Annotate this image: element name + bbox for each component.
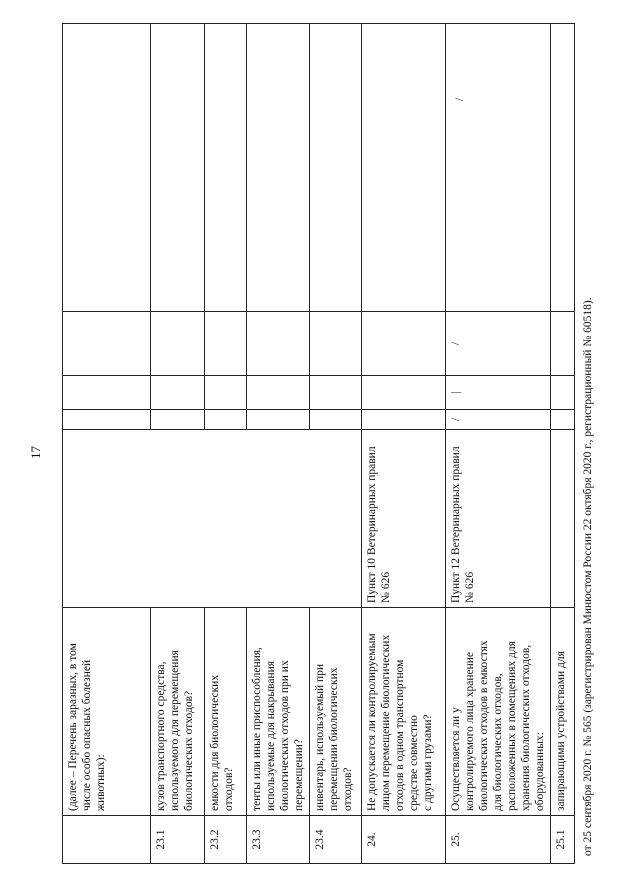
page-number: 17 <box>28 446 43 459</box>
row-mark-yes: / <box>446 410 551 430</box>
row-number: 23.1 <box>151 816 205 864</box>
row-number: 25.1 <box>551 816 575 864</box>
table-row <box>551 24 575 864</box>
row-cell-yes <box>247 410 310 430</box>
row-cell-note <box>151 24 205 312</box>
row-question: емкости для биологических отходов? <box>205 608 247 816</box>
row-reference: Пункт 10 Ветеринарных правил № 626 <box>362 430 446 608</box>
row-cell-note <box>247 24 310 312</box>
row-cell-no <box>362 376 446 410</box>
row-mark-na: / <box>446 312 551 376</box>
row-cell-yes <box>551 410 575 430</box>
row-cell-note <box>205 24 247 312</box>
registration-footnote: от 25 сентября 2020 г. № 565 (зарегистрирован Минюстом России 22 октября 2020 г., регистрационный № 60518). <box>582 297 594 856</box>
table-row <box>446 24 551 864</box>
row-cell-no <box>151 376 205 410</box>
row-cell-no <box>310 376 362 410</box>
row-cell-na <box>310 312 362 376</box>
row-cell-yes <box>205 410 247 430</box>
row-question: запирающими устройствами для <box>551 608 575 816</box>
row-cell-yes <box>362 410 446 430</box>
row-cell-note <box>362 24 446 312</box>
row-number: 23.4 <box>310 816 362 864</box>
row-number <box>63 816 151 864</box>
row-cell-na <box>362 312 446 376</box>
row-question: Не допускается ли контролируемым лицом перемещение биологических отходов в одном транспортном средстве совместно с другими грузами? <box>362 608 446 816</box>
row-cell-yes <box>310 410 362 430</box>
row-cell-na <box>247 312 310 376</box>
row-question: Осуществляется ли у контролируемого лица хранение биологических отходов в емкостях для биологических отходов, расположенных в помещениях для хранения биологических отходов, оборудованных: <box>446 608 551 816</box>
row-number: 24. <box>362 816 446 864</box>
row-cell-no <box>247 376 310 410</box>
row-number: 23.2 <box>205 816 247 864</box>
row-number: 23.3 <box>247 816 310 864</box>
row-cell-na <box>551 312 575 376</box>
row-question: инвентарь, используемый при перемещении биологических отходов? <box>310 608 362 816</box>
row-question: тенты или иные приспособления, используемые для накрывания биологических отходов при их перемещении? <box>247 608 310 816</box>
row-mark-note <box>446 24 551 312</box>
row-cell-na <box>151 312 205 376</box>
row-cell-na <box>205 312 247 376</box>
row-reference <box>551 430 575 608</box>
table-row <box>362 24 446 864</box>
row-cell-note <box>551 24 575 312</box>
row-number: 25. <box>446 816 551 864</box>
row-cell-na <box>63 312 151 376</box>
row-cell-no <box>551 376 575 410</box>
row-reference: Пункт 12 Ветеринарных правил № 626 <box>446 430 551 608</box>
row-cell-no <box>205 376 247 410</box>
row-mark-no: | <box>446 376 551 410</box>
row-cell-yes <box>63 410 151 430</box>
row-question: кузов транспортного средства, используемого для перемещения биологических отходов? <box>151 608 205 816</box>
row-reference <box>63 430 362 608</box>
row-question: (далее – Перечень заразных, в том числе особо опасных болезней животных): <box>63 608 151 816</box>
row-mark-note-text: / <box>454 97 467 102</box>
row-cell-no <box>63 376 151 410</box>
row-cell-note <box>310 24 362 312</box>
checklist-table <box>62 23 575 864</box>
row-cell-note <box>63 24 151 312</box>
row-cell-yes <box>151 410 205 430</box>
table-row <box>63 24 151 864</box>
